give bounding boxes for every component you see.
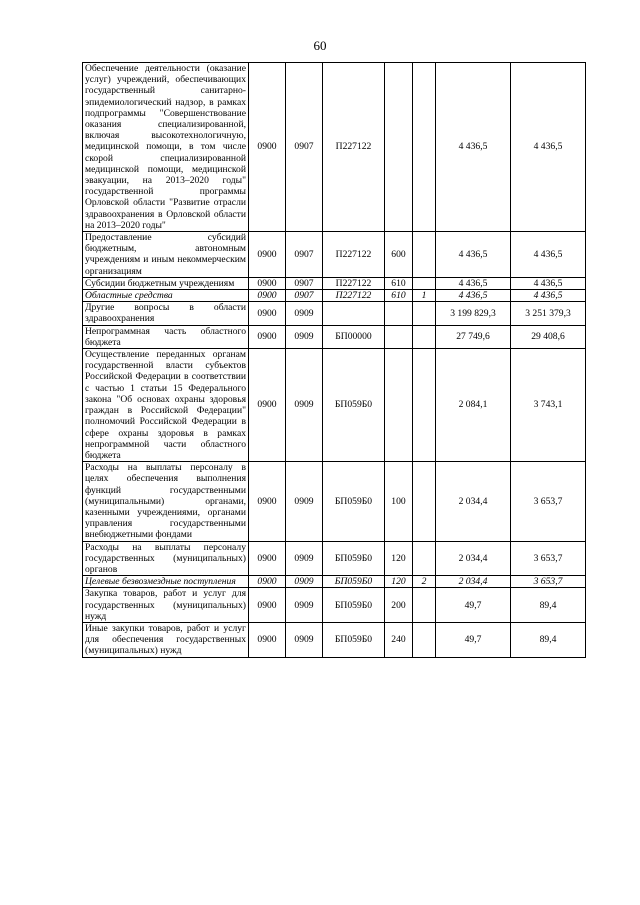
funding-source-cell (413, 462, 436, 541)
expense-type-cell (385, 325, 413, 348)
section-code-cell: 0900 (249, 63, 286, 232)
row-name-cell: Целевые безвозмездные поступления (83, 576, 249, 588)
subsection-code-cell: 0907 (286, 232, 323, 278)
amount-year1-cell: 4 436,5 (436, 277, 511, 289)
row-name-cell: Предоставление субсидий бюджетным, автономным учреждениям и иным некоммерческим организациям (83, 232, 249, 278)
section-code-cell: 0900 (249, 462, 286, 541)
table-row (83, 622, 586, 657)
amount-year2-cell: 4 436,5 (511, 290, 586, 302)
amount-year1-cell: 3 199 829,3 (436, 302, 511, 325)
expense-type-cell: 240 (385, 622, 413, 657)
subsection-code-cell: 0907 (286, 63, 323, 232)
row-name-cell: Областные средства (83, 290, 249, 302)
subsection-code-cell: 0909 (286, 462, 323, 541)
funding-source-cell (413, 622, 436, 657)
target-article-cell: П227122 (323, 63, 385, 232)
section-code-cell: 0900 (249, 302, 286, 325)
amount-year1-cell: 49,7 (436, 622, 511, 657)
amount-year2-cell: 4 436,5 (511, 232, 586, 278)
expense-type-cell: 610 (385, 277, 413, 289)
table-row (83, 576, 586, 588)
target-article-cell: БП059Б0 (323, 349, 385, 462)
subsection-code-cell: 0909 (286, 588, 323, 623)
subsection-code-cell: 0909 (286, 622, 323, 657)
target-article-cell: БП059Б0 (323, 622, 385, 657)
funding-source-cell (413, 63, 436, 232)
section-code-cell: 0900 (249, 290, 286, 302)
expense-type-cell: 610 (385, 290, 413, 302)
section-code-cell: 0900 (249, 277, 286, 289)
section-code-cell: 0900 (249, 232, 286, 278)
section-code-cell: 0900 (249, 349, 286, 462)
funding-source-cell: 2 (413, 576, 436, 588)
expense-type-cell (385, 302, 413, 325)
target-article-cell: П227122 (323, 232, 385, 278)
amount-year2-cell: 4 436,5 (511, 63, 586, 232)
subsection-code-cell: 0909 (286, 325, 323, 348)
page-number: 60 (313, 38, 327, 53)
expense-type-cell: 100 (385, 462, 413, 541)
amount-year1-cell: 4 436,5 (436, 232, 511, 278)
amount-year2-cell: 4 436,5 (511, 277, 586, 289)
table-row (83, 290, 586, 302)
subsection-code-cell: 0907 (286, 290, 323, 302)
row-name-cell: Обеспечение деятельности (оказание услуг) учреждений, обеспечивающих государственный санитарно-эпидемиологический надзор, в рамках подпрограммы "Совершенствование оказания специализированной, включая высокотехнологичную, медицинской помощи, в том числе скорой специализированной медицинской помощи, медицинской эвакуации, на 2013–2020 годы" государственной программы Орловской области "Развитие отрасли здравоохранения в Орловской области на 2013–2020 годы" (83, 63, 249, 232)
table-row (83, 588, 586, 623)
section-code-cell: 0900 (249, 622, 286, 657)
table-row (83, 325, 586, 348)
amount-year1-cell: 4 436,5 (436, 290, 511, 302)
row-name-cell: Закупка товаров, работ и услуг для государственных (муниципальных) нужд (83, 588, 249, 623)
amount-year2-cell: 3 743,1 (511, 349, 586, 462)
row-name-cell: Другие вопросы в области здравоохранения (83, 302, 249, 325)
target-article-cell: БП059Б0 (323, 541, 385, 576)
amount-year2-cell: 89,4 (511, 588, 586, 623)
section-code-cell: 0900 (249, 541, 286, 576)
section-code-cell: 0900 (249, 325, 286, 348)
table-row (83, 63, 586, 232)
expense-type-cell (385, 349, 413, 462)
expense-type-cell: 200 (385, 588, 413, 623)
row-name-cell: Расходы на выплаты персоналу в целях обеспечения выполнения функций государственными (муниципальными) органами, казенными учреждениями, органами управления государственными внебюджетными фондами (83, 462, 249, 541)
amount-year1-cell: 4 436,5 (436, 63, 511, 232)
amount-year2-cell: 89,4 (511, 622, 586, 657)
amount-year2-cell: 3 653,7 (511, 462, 586, 541)
row-name-cell: Непрограммная часть областного бюджета (83, 325, 249, 348)
amount-year1-cell: 27 749,6 (436, 325, 511, 348)
target-article-cell: БП059Б0 (323, 588, 385, 623)
table-row (83, 541, 586, 576)
funding-source-cell (413, 349, 436, 462)
funding-source-cell (413, 277, 436, 289)
table-row (83, 277, 586, 289)
funding-source-cell (413, 302, 436, 325)
table-row (83, 349, 586, 462)
row-name-cell: Осуществление переданных органам государственной власти субъектов Российской Федерации в соответствии с частью 1 статьи 15 Федерального закона "Об основах охраны здоровья граждан в Российской Федерации" полномочий Российской Федерации в сфере охраны здоровья в рамках непрограммной части областного бюджета (83, 349, 249, 462)
funding-source-cell: 1 (413, 290, 436, 302)
funding-source-cell (413, 325, 436, 348)
table-row (83, 232, 586, 278)
section-code-cell: 0900 (249, 576, 286, 588)
amount-year1-cell: 2 034,4 (436, 541, 511, 576)
subsection-code-cell: 0909 (286, 349, 323, 462)
amount-year1-cell: 2 034,4 (436, 576, 511, 588)
target-article-cell: БП00000 (323, 325, 385, 348)
amount-year2-cell: 3 653,7 (511, 541, 586, 576)
subsection-code-cell: 0909 (286, 302, 323, 325)
amount-year1-cell: 2 084,1 (436, 349, 511, 462)
row-name-cell: Субсидии бюджетным учреждениям (83, 277, 249, 289)
amount-year1-cell: 2 034,4 (436, 462, 511, 541)
subsection-code-cell: 0909 (286, 576, 323, 588)
table-row (83, 462, 586, 541)
row-name-cell: Иные закупки товаров, работ и услуг для обеспечения государственных (муниципальных) нужд (83, 622, 249, 657)
expense-type-cell: 120 (385, 576, 413, 588)
table-row (83, 302, 586, 325)
amount-year2-cell: 3 251 379,3 (511, 302, 586, 325)
amount-year1-cell: 49,7 (436, 588, 511, 623)
budget-table (82, 62, 586, 658)
table-body (83, 63, 586, 658)
funding-source-cell (413, 541, 436, 576)
target-article-cell: П227122 (323, 277, 385, 289)
expense-type-cell (385, 63, 413, 232)
section-code-cell: 0900 (249, 588, 286, 623)
target-article-cell: БП059Б0 (323, 462, 385, 541)
target-article-cell: П227122 (323, 290, 385, 302)
amount-year2-cell: 29 408,6 (511, 325, 586, 348)
row-name-cell: Расходы на выплаты персоналу государственных (муниципальных) органов (83, 541, 249, 576)
target-article-cell (323, 302, 385, 325)
subsection-code-cell: 0909 (286, 541, 323, 576)
amount-year2-cell: 3 653,7 (511, 576, 586, 588)
subsection-code-cell: 0907 (286, 277, 323, 289)
expense-type-cell: 120 (385, 541, 413, 576)
expense-type-cell: 600 (385, 232, 413, 278)
funding-source-cell (413, 588, 436, 623)
target-article-cell: БП059Б0 (323, 576, 385, 588)
funding-source-cell (413, 232, 436, 278)
